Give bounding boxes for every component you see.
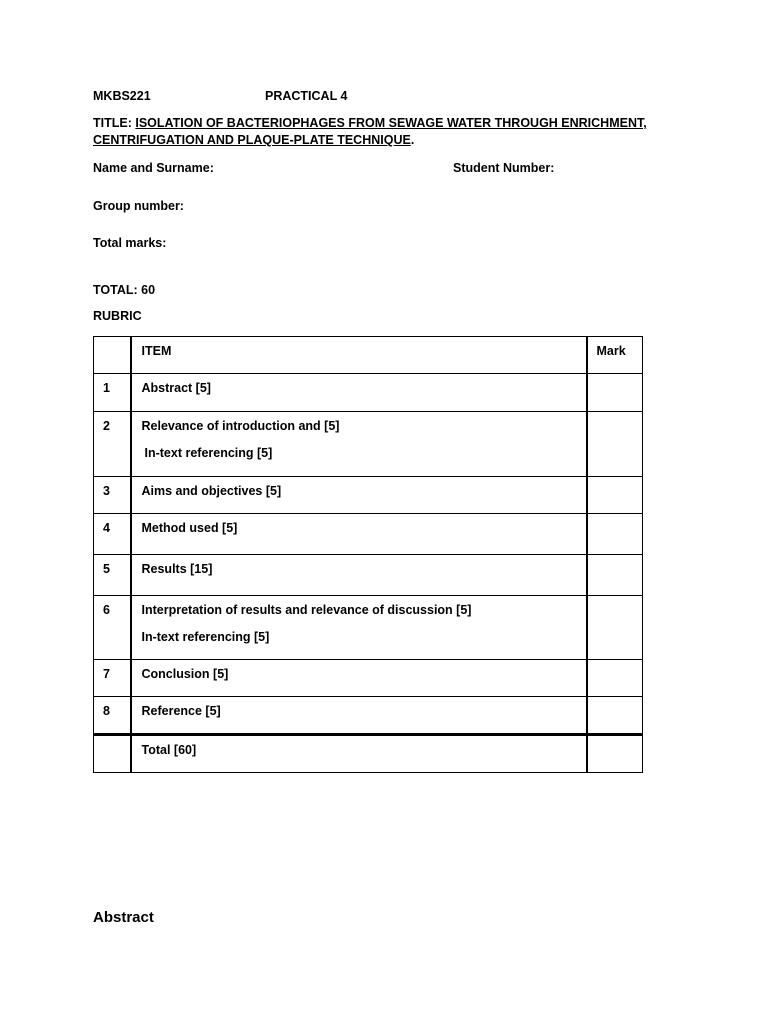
row-num: 7 (94, 660, 131, 697)
table-row (94, 697, 643, 735)
row-num: 3 (94, 477, 131, 514)
row-item (131, 412, 587, 477)
row-item (131, 596, 587, 660)
total-marks-label: Total marks: (93, 236, 167, 250)
row-item-line-1: Interpretation of results and relevance of discussion [5] (141, 603, 472, 617)
row-mark-cell[interactable] (587, 697, 643, 735)
row-mark-cell[interactable] (587, 477, 643, 514)
row-mark-cell[interactable] (587, 514, 643, 555)
header-num (94, 337, 131, 374)
row-mark-cell[interactable] (587, 555, 643, 596)
title-end: . (410, 133, 415, 147)
total-row-mark-cell[interactable] (587, 735, 643, 773)
row-item: Results [15] (131, 555, 587, 596)
name-surname-label: Name and Surname: (93, 161, 214, 175)
row-mark-cell[interactable] (587, 412, 643, 477)
rubric-table (93, 336, 643, 773)
row-item: Reference [5] (131, 697, 587, 735)
title-text-line-2: CENTRIFUGATION AND PLAQUE-PLATE TECHNIQUE (93, 133, 411, 147)
group-number-label: Group number: (93, 199, 184, 213)
total-row-num (94, 735, 131, 773)
row-item-line-1: Relevance of introduction and [5] (141, 419, 340, 433)
row-mark-cell[interactable] (587, 374, 643, 412)
header-item: ITEM (131, 337, 587, 374)
row-num: 1 (94, 374, 131, 412)
row-num: 6 (94, 596, 131, 660)
row-item: Method used [5] (131, 514, 587, 555)
row-item-line-2: In-text referencing [5] (141, 630, 270, 644)
row-item: Conclusion [5] (131, 660, 587, 697)
row-mark-cell[interactable] (587, 660, 643, 697)
table-row (94, 412, 643, 477)
row-item-line-2: In-text referencing [5] (144, 446, 273, 460)
practical-number: PRACTICAL 4 (265, 89, 348, 103)
title-line-2 (93, 132, 414, 148)
title-text-line-1: ISOLATION OF BACTERIOPHAGES FROM SEWAGE WATER THROUGH ENRICHMENT, (135, 116, 647, 130)
table-total-row (94, 735, 643, 773)
title-label: TITLE: (93, 116, 136, 130)
header-mark: Mark (587, 337, 643, 374)
table-row (94, 514, 643, 555)
row-num: 8 (94, 697, 131, 735)
row-num: 5 (94, 555, 131, 596)
row-num: 4 (94, 514, 131, 555)
title-line-1 (93, 115, 647, 131)
row-item: Abstract [5] (131, 374, 587, 412)
row-num: 2 (94, 412, 131, 477)
rubric-label: RUBRIC (93, 309, 142, 323)
table-row (94, 374, 643, 412)
total-label: TOTAL: 60 (93, 283, 156, 297)
row-item: Aims and objectives [5] (131, 477, 587, 514)
table-row (94, 660, 643, 697)
table-row (94, 477, 643, 514)
table-row (94, 596, 643, 660)
table-row (94, 555, 643, 596)
total-row-item: Total [60] (131, 735, 587, 773)
abstract-heading: Abstract (93, 909, 154, 926)
course-code: MKBS221 (93, 89, 151, 103)
student-number-label: Student Number: (453, 161, 555, 175)
row-mark-cell[interactable] (587, 596, 643, 660)
table-header-row (94, 337, 643, 374)
